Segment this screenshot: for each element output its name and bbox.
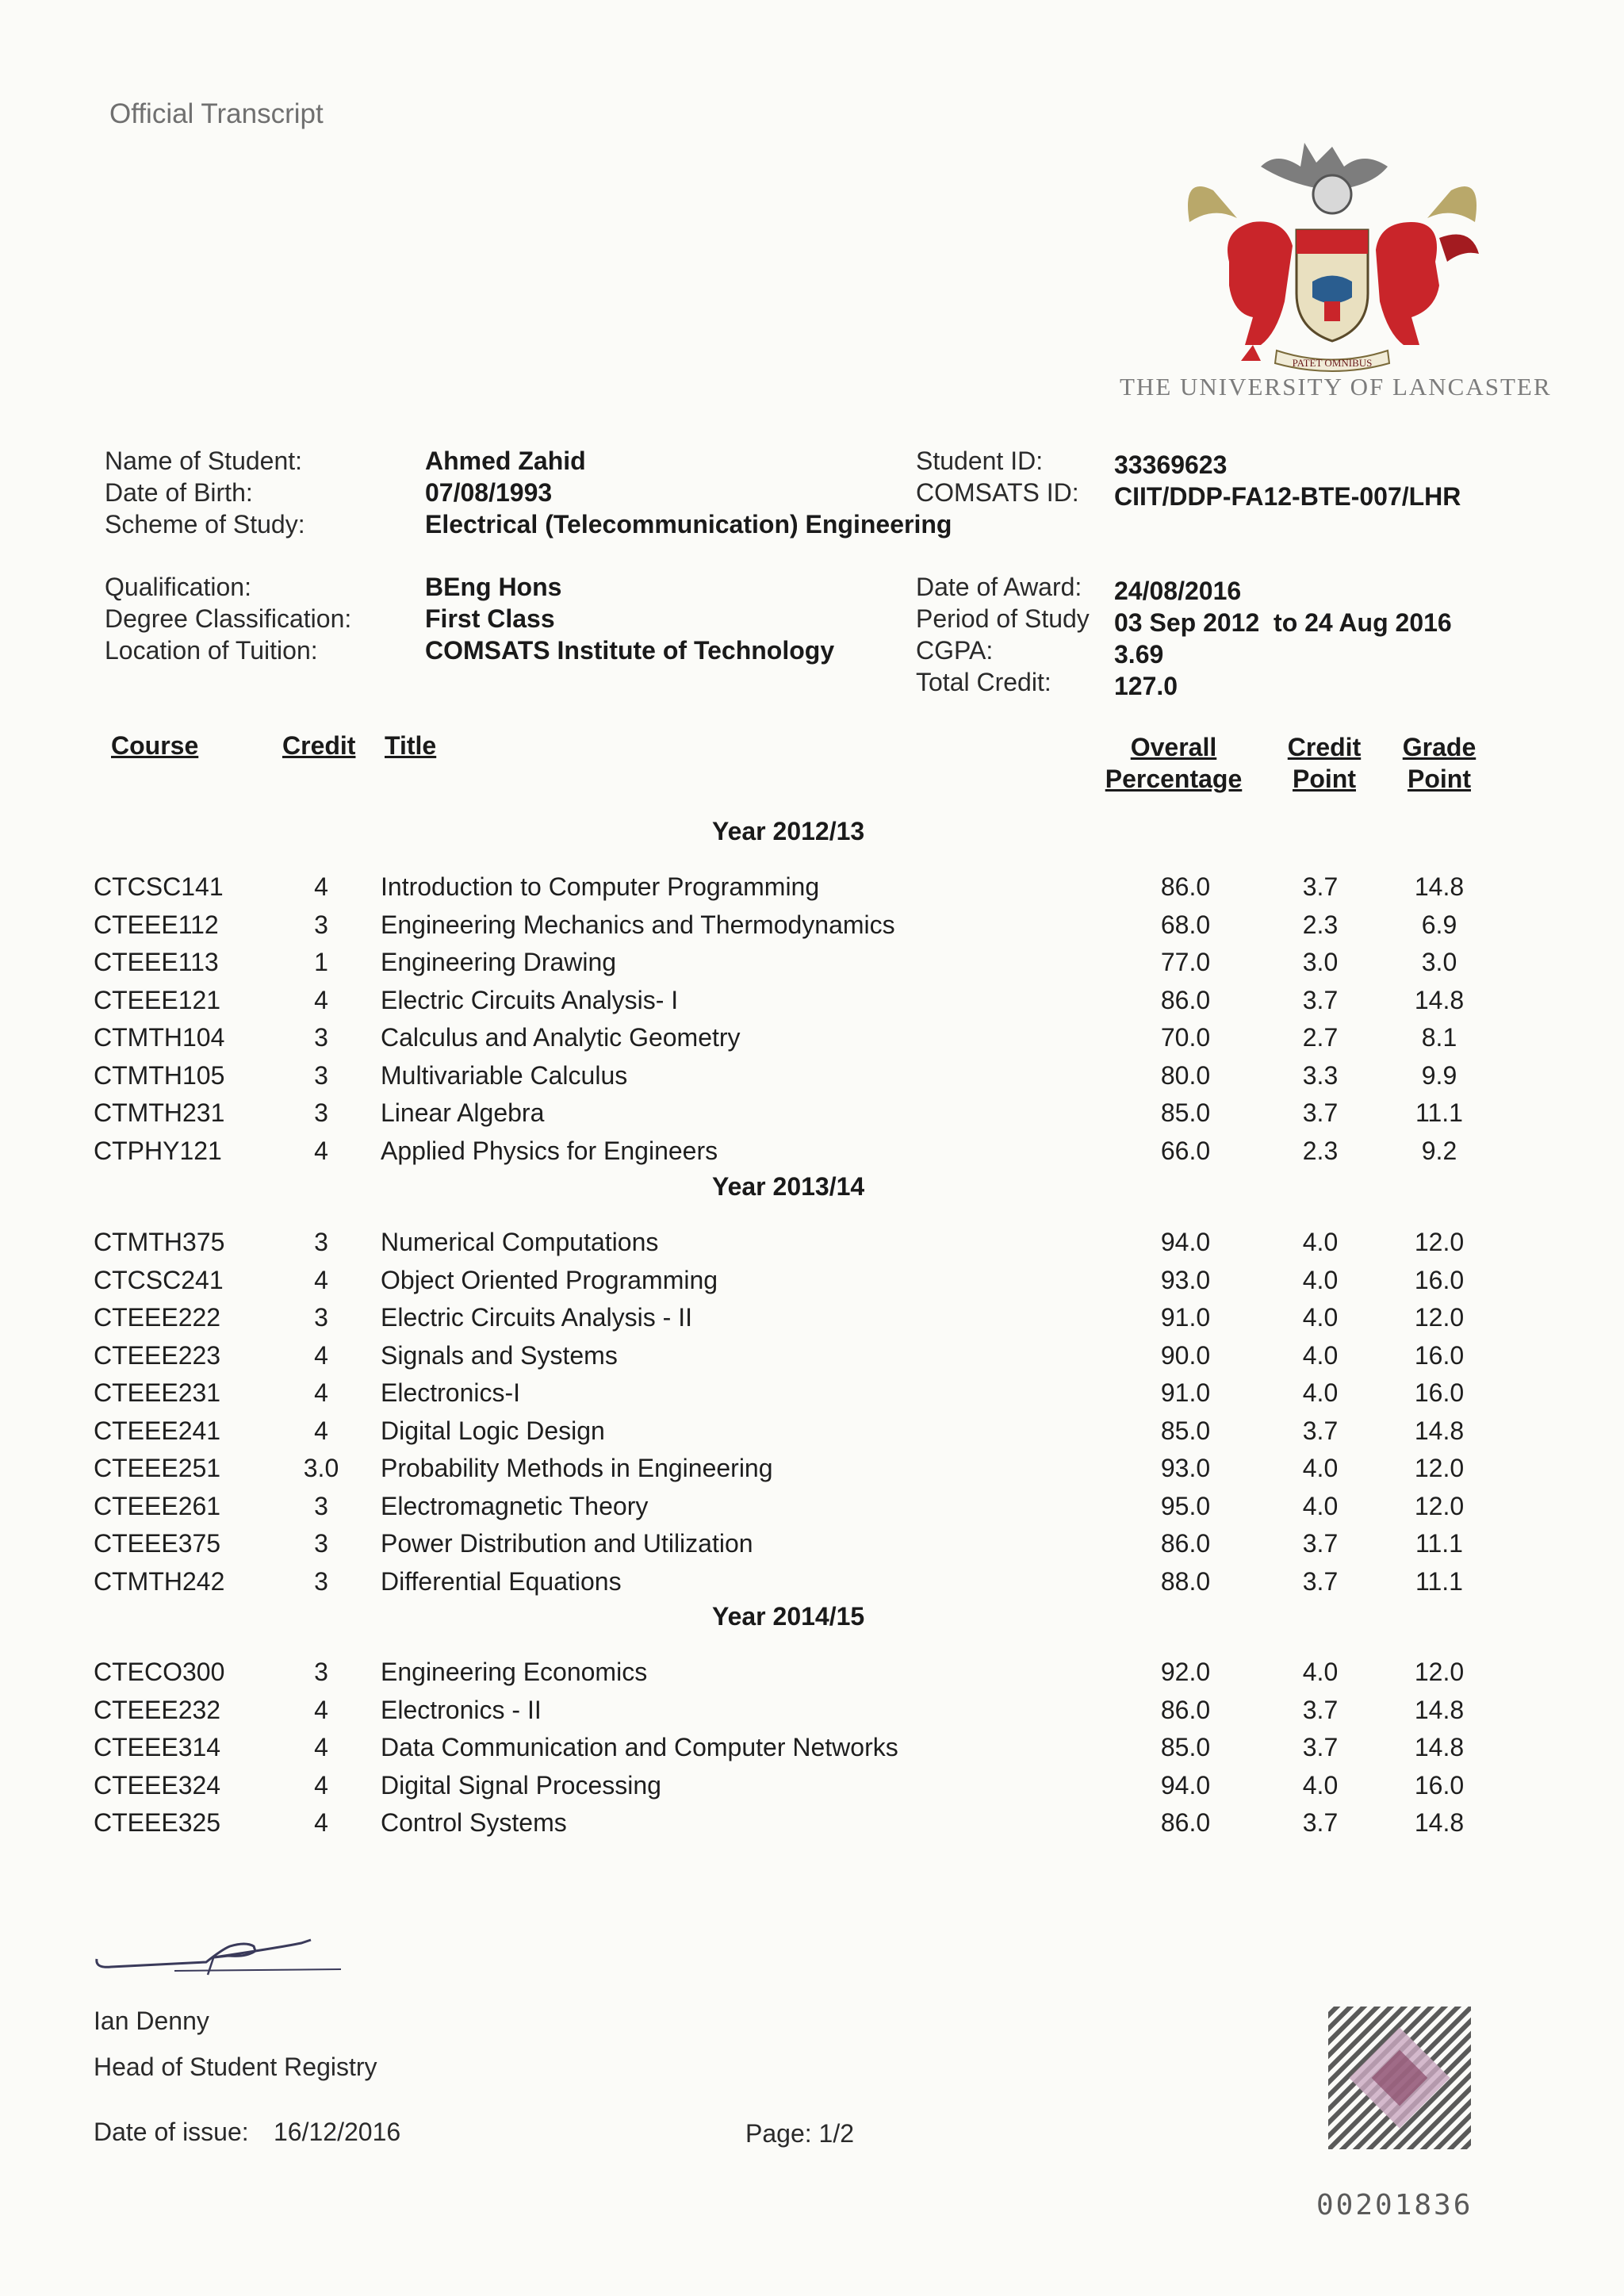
- table-row: [0, 948, 1624, 986]
- course-credit: 4: [314, 1733, 328, 1761]
- overall-percentage: 68.0: [1160, 910, 1211, 939]
- table-row: [0, 1378, 1624, 1416]
- grade-point: 12.0: [1414, 1454, 1465, 1482]
- course-code: CTMTH105: [94, 1060, 225, 1090]
- course-credit: 3: [314, 910, 328, 939]
- document-title: Official Transcript: [109, 98, 324, 129]
- classification: First Class: [425, 604, 555, 633]
- credit-point: 3.7: [1302, 1695, 1339, 1724]
- course-code: CTEEE324: [94, 1770, 221, 1800]
- overall-percentage: 86.0: [1160, 872, 1211, 901]
- overall-percentage: 94.0: [1160, 1228, 1211, 1256]
- year-heading: Year 2014/15: [712, 1602, 865, 1631]
- credit-point: 3.7: [1302, 985, 1339, 1014]
- course-credit: 4: [314, 1416, 328, 1445]
- award-date-label: Date of Award:: [916, 573, 1082, 601]
- qualification-label: Qualification:: [105, 573, 251, 601]
- course-title: Signals and Systems: [381, 1340, 618, 1370]
- table-row: [0, 1492, 1624, 1530]
- table-row: [0, 1808, 1624, 1846]
- course-title: Numerical Computations: [381, 1228, 659, 1256]
- year-heading: Year 2013/14: [712, 1172, 865, 1201]
- course-title: Engineering Mechanics and Thermodynamics: [381, 910, 895, 939]
- signatory-name: Ian Denny: [94, 2007, 209, 2035]
- grade-point: 16.0: [1414, 1378, 1465, 1407]
- credit-point: 4.0: [1302, 1265, 1339, 1294]
- page-number: Page: 1/2: [745, 2119, 854, 2148]
- year-heading: Year 2012/13: [712, 817, 865, 845]
- table-row: [0, 1023, 1624, 1061]
- dob: 07/08/1993: [425, 478, 553, 507]
- course-code: CTEEE121: [94, 985, 221, 1014]
- course-credit: 4: [314, 1808, 328, 1837]
- course-title: Electronics-I: [381, 1378, 521, 1407]
- qualification: BEng Hons: [425, 573, 562, 601]
- classification-label: Degree Classification:: [105, 604, 352, 633]
- table-row: [0, 1303, 1624, 1341]
- course-code: CTMTH242: [94, 1566, 225, 1596]
- overall-percentage: 70.0: [1160, 1023, 1211, 1052]
- course-code: CTEEE375: [94, 1529, 221, 1558]
- course-title: Object Oriented Programming: [381, 1265, 718, 1294]
- credit-point: 4.0: [1302, 1770, 1339, 1800]
- credit-point: 4.0: [1302, 1378, 1339, 1407]
- scheme: Electrical (Telecommunication) Engineering: [425, 510, 952, 539]
- course-title: Multivariable Calculus: [381, 1060, 628, 1090]
- period: 03 Sep 2012 to 24 Aug 2016: [1114, 608, 1452, 637]
- grade-point: 12.0: [1414, 1228, 1465, 1256]
- grade-point: 14.8: [1414, 1733, 1465, 1761]
- course-code: CTCSC141: [94, 872, 224, 901]
- course-credit: 4: [314, 1378, 328, 1407]
- overall-percentage: 80.0: [1160, 1060, 1211, 1090]
- col-header-title: Title: [385, 731, 437, 760]
- course-title: Digital Logic Design: [381, 1416, 605, 1445]
- course-title: Differential Equations: [381, 1566, 622, 1596]
- course-credit: 4: [314, 872, 328, 901]
- overall-percentage: 91.0: [1160, 1303, 1211, 1332]
- grade-point: 3.0: [1421, 948, 1457, 976]
- table-row: [0, 1454, 1624, 1492]
- credit-point: 2.3: [1302, 910, 1339, 939]
- course-title: Data Communication and Computer Networks: [381, 1733, 898, 1761]
- col-header-grade-point: [1388, 731, 1491, 795]
- course-title: Power Distribution and Utilization: [381, 1529, 753, 1558]
- overall-percentage: 90.0: [1160, 1340, 1211, 1370]
- grade-point: 11.1: [1415, 1566, 1463, 1596]
- overall-percentage: 93.0: [1160, 1454, 1211, 1482]
- course-credit: 4: [314, 1770, 328, 1800]
- credit-point: 3.7: [1302, 1529, 1339, 1558]
- course-title: Linear Algebra: [381, 1098, 545, 1127]
- comsats-id: CIIT/DDP-FA12-BTE-007/LHR: [1114, 482, 1461, 511]
- course-credit: 3: [314, 1658, 328, 1686]
- credit-point: 3.7: [1302, 1098, 1339, 1127]
- table-row: [0, 1658, 1624, 1696]
- grade-point: 14.8: [1414, 1808, 1465, 1837]
- credit-point: 4.0: [1302, 1228, 1339, 1256]
- credit-point: 2.7: [1302, 1023, 1339, 1052]
- table-row: [0, 1341, 1624, 1379]
- grade-point: 16.0: [1414, 1265, 1465, 1294]
- credit-point: 3.7: [1302, 1808, 1339, 1837]
- university-name: THE UNIVERSITY OF LANCASTER: [1120, 373, 1552, 401]
- issue-date: 16/12/2016: [274, 2118, 401, 2146]
- award-date: 24/08/2016: [1114, 577, 1242, 605]
- period-label: Period of Study: [916, 604, 1090, 633]
- course-code: CTEEE325: [94, 1808, 221, 1837]
- table-row: [0, 1529, 1624, 1567]
- col-header-overall-line2: Percentage: [1105, 765, 1243, 793]
- course-code: CTEEE314: [94, 1733, 221, 1761]
- course-title: Electric Circuits Analysis- I: [381, 985, 679, 1014]
- course-title: Engineering Drawing: [381, 948, 617, 976]
- grade-point: 12.0: [1414, 1303, 1465, 1332]
- student-id: 33369623: [1114, 450, 1228, 479]
- table-row: [0, 1733, 1624, 1771]
- credit-point: 3.7: [1302, 1733, 1339, 1761]
- course-credit: 3: [314, 1303, 328, 1332]
- hologram-seal: [1324, 2003, 1475, 2153]
- overall-percentage: 91.0: [1160, 1378, 1211, 1407]
- credit-point: 4.0: [1302, 1491, 1339, 1520]
- overall-percentage: 95.0: [1160, 1491, 1211, 1520]
- grade-point: 9.9: [1421, 1060, 1457, 1090]
- student-id-label: Student ID:: [916, 447, 1044, 475]
- credit-point: 2.3: [1302, 1136, 1339, 1165]
- course-title: Introduction to Computer Programming: [381, 872, 820, 901]
- course-code: CTMTH231: [94, 1098, 225, 1127]
- student-name-label: Name of Student:: [105, 447, 303, 475]
- col-header-grade-point-line1: Grade: [1402, 733, 1477, 761]
- overall-percentage: 86.0: [1160, 1695, 1211, 1724]
- col-header-credit-point-line2: Point: [1293, 765, 1356, 793]
- cgpa: 3.69: [1114, 640, 1164, 669]
- course-credit: 4: [314, 1136, 328, 1165]
- total-credit: 127.0: [1114, 672, 1178, 700]
- course-code: CTMTH375: [94, 1228, 225, 1256]
- grade-point: 8.1: [1421, 1023, 1457, 1052]
- course-code: CTEEE112: [94, 910, 219, 939]
- course-credit: 3: [314, 1529, 328, 1558]
- col-header-credit: Credit: [282, 731, 356, 760]
- credit-point: 3.3: [1302, 1060, 1339, 1090]
- col-header-overall-line1: Overall: [1130, 733, 1217, 761]
- course-title: Engineering Economics: [381, 1658, 648, 1686]
- course-code: CTEEE232: [94, 1695, 221, 1724]
- location-label: Location of Tuition:: [105, 636, 318, 665]
- grade-point: 12.0: [1414, 1491, 1465, 1520]
- course-title: Probability Methods in Engineering: [381, 1454, 773, 1482]
- course-title: Electromagnetic Theory: [381, 1491, 649, 1520]
- course-title: Electric Circuits Analysis - II: [381, 1303, 692, 1332]
- total-credit-label: Total Credit:: [916, 668, 1051, 696]
- table-row: [0, 1567, 1624, 1605]
- overall-percentage: 94.0: [1160, 1770, 1211, 1800]
- overall-percentage: 93.0: [1160, 1265, 1211, 1294]
- course-credit: 3.0: [303, 1454, 339, 1482]
- overall-percentage: 88.0: [1160, 1566, 1211, 1596]
- col-header-credit-point: [1273, 731, 1376, 795]
- table-row: [0, 1098, 1624, 1137]
- credit-point: 4.0: [1302, 1303, 1339, 1332]
- overall-percentage: 85.0: [1160, 1416, 1211, 1445]
- course-credit: 3: [314, 1566, 328, 1596]
- serial-number: 00201836: [1316, 2189, 1473, 2221]
- table-row: [0, 1228, 1624, 1266]
- course-code: CTEEE241: [94, 1416, 221, 1445]
- credit-point: 3.7: [1302, 872, 1339, 901]
- overall-percentage: 66.0: [1160, 1136, 1211, 1165]
- col-header-grade-point-line2: Point: [1408, 765, 1471, 793]
- university-crest-logo: [1166, 143, 1499, 381]
- course-code: CTEEE113: [94, 948, 219, 976]
- grade-point: 14.8: [1414, 872, 1465, 901]
- course-title: Calculus and Analytic Geometry: [381, 1023, 741, 1052]
- credit-point: 3.7: [1302, 1416, 1339, 1445]
- course-credit: 4: [314, 1265, 328, 1294]
- credit-point: 4.0: [1302, 1340, 1339, 1370]
- grade-point: 11.1: [1415, 1098, 1463, 1127]
- course-code: CTECO300: [94, 1658, 225, 1686]
- overall-percentage: 86.0: [1160, 1529, 1211, 1558]
- grade-point: 9.2: [1421, 1136, 1457, 1165]
- grade-point: 14.8: [1414, 985, 1465, 1014]
- course-credit: 3: [314, 1098, 328, 1127]
- overall-percentage: 86.0: [1160, 1808, 1211, 1837]
- course-code: CTEEE251: [94, 1454, 221, 1482]
- course-credit: 4: [314, 985, 328, 1014]
- overall-percentage: 92.0: [1160, 1658, 1211, 1686]
- course-code: CTCSC241: [94, 1265, 224, 1294]
- col-header-credit-point-line1: Credit: [1287, 733, 1362, 761]
- scheme-label: Scheme of Study:: [105, 510, 305, 539]
- cgpa-label: CGPA:: [916, 636, 994, 665]
- course-credit: 3: [314, 1060, 328, 1090]
- comsats-id-label: COMSATS ID:: [916, 478, 1079, 507]
- course-title: Electronics - II: [381, 1695, 542, 1724]
- dob-label: Date of Birth:: [105, 478, 253, 507]
- grade-point: 11.1: [1415, 1529, 1463, 1558]
- course-credit: 4: [314, 1340, 328, 1370]
- course-title: Applied Physics for Engineers: [381, 1136, 718, 1165]
- table-row: [0, 1696, 1624, 1734]
- grade-point: 12.0: [1414, 1658, 1465, 1686]
- col-header-overall-percentage: [1098, 731, 1249, 795]
- table-row: [0, 1061, 1624, 1099]
- table-row: [0, 1137, 1624, 1175]
- overall-percentage: 77.0: [1160, 948, 1211, 976]
- credit-point: 4.0: [1302, 1658, 1339, 1686]
- table-row: [0, 1771, 1624, 1809]
- grade-point: 16.0: [1414, 1340, 1465, 1370]
- student-name: Ahmed Zahid: [425, 447, 586, 475]
- overall-percentage: 86.0: [1160, 985, 1211, 1014]
- crest-motto: PATET OMNIBUS: [1292, 357, 1373, 369]
- location: COMSATS Institute of Technology: [425, 636, 835, 665]
- course-credit: 4: [314, 1695, 328, 1724]
- grade-point: 16.0: [1414, 1770, 1465, 1800]
- course-credit: 3: [314, 1228, 328, 1256]
- course-code: CTEEE222: [94, 1303, 221, 1332]
- overall-percentage: 85.0: [1160, 1098, 1211, 1127]
- course-credit: 3: [314, 1023, 328, 1052]
- table-row: [0, 1416, 1624, 1455]
- course-code: CTMTH104: [94, 1023, 225, 1052]
- grade-point: 14.8: [1414, 1416, 1465, 1445]
- signatory-role: Head of Student Registry: [94, 2053, 377, 2081]
- credit-point: 3.0: [1302, 948, 1339, 976]
- overall-percentage: 85.0: [1160, 1733, 1211, 1761]
- course-title: Control Systems: [381, 1808, 567, 1837]
- col-header-course: Course: [111, 731, 199, 760]
- table-row: [0, 910, 1624, 949]
- course-code: CTEEE261: [94, 1491, 221, 1520]
- credit-point: 3.7: [1302, 1566, 1339, 1596]
- signature-image: [87, 1911, 357, 1983]
- table-row: [0, 1266, 1624, 1304]
- course-credit: 3: [314, 1491, 328, 1520]
- course-code: CTEEE223: [94, 1340, 221, 1370]
- credit-point: 4.0: [1302, 1454, 1339, 1482]
- course-title: Digital Signal Processing: [381, 1770, 661, 1800]
- course-code: CTPHY121: [94, 1136, 222, 1165]
- course-credit: 1: [314, 948, 328, 976]
- table-row: [0, 986, 1624, 1024]
- grade-point: 14.8: [1414, 1695, 1465, 1724]
- grade-point: 6.9: [1421, 910, 1457, 939]
- issue-date-label: Date of issue:: [94, 2118, 249, 2146]
- table-row: [0, 872, 1624, 910]
- course-code: CTEEE231: [94, 1378, 221, 1407]
